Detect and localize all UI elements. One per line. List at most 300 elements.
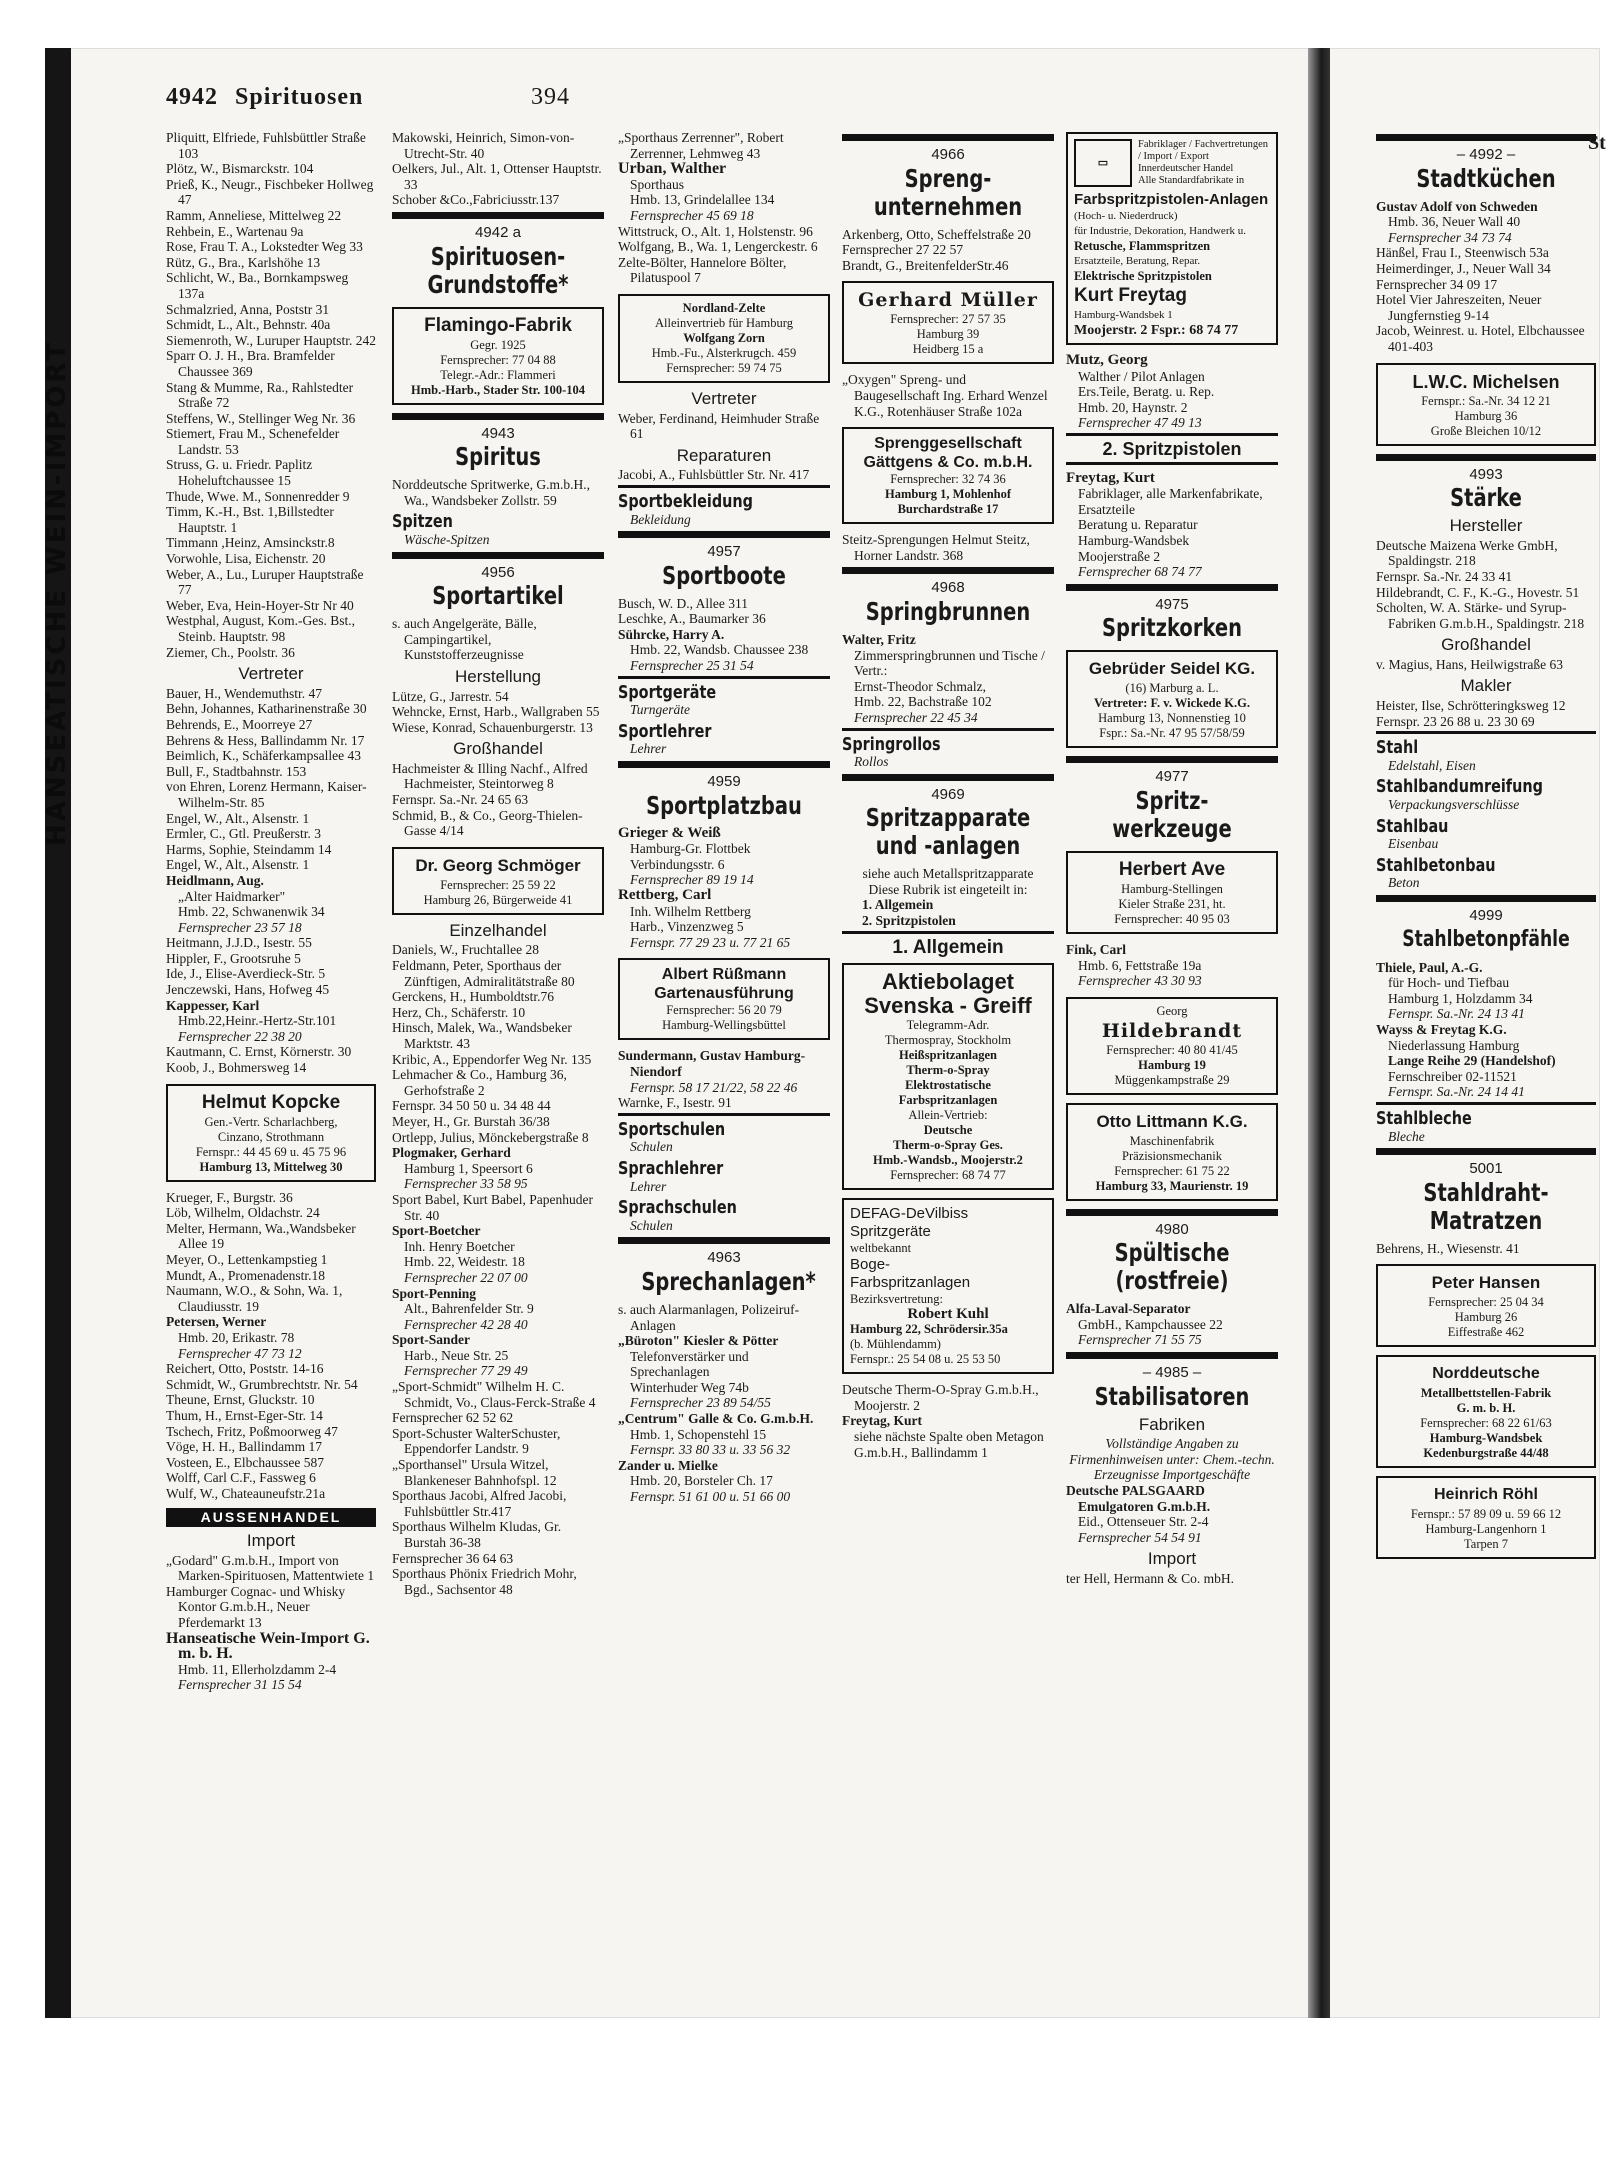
list-item: Sport Babel, Kurt Babel, Papenhuder Str. 40 [392,1191,593,1223]
list-item: Thum, H., Ernst-Eger-Str. 14 [166,1407,323,1423]
ad-title: Peter Hansen [1431,1273,1541,1293]
section-number: 4959 [707,773,741,791]
listing-line: Niederlassung Hamburg [1388,1037,1520,1053]
section-heading: Spültische (rostfreie) [1114,1238,1230,1296]
ad-line: Fernsprecher: 77 04 88 [440,352,556,367]
section-heading: Stahlbetonpfähle [1402,926,1570,952]
ad-line: Tarpen 7 [1464,1537,1508,1552]
ad-line: weltbekannt [850,1241,912,1256]
listing-freytag: Freytag, Kurt [842,1413,922,1429]
section-rule [392,212,604,219]
list-item: Sport-Schuster WalterSchuster, Eppendorfer Landstr. 9 [392,1425,561,1457]
entry-list [392,130,604,208]
heading-einzelhandel: Einzelhandel [449,920,547,940]
ad-line: Fernsprecher: 25 59 22 [440,877,556,892]
section-rule [618,485,830,488]
see-also: Beton [1388,875,1420,891]
entry-list [1376,538,1596,632]
section-number: 5001 [1469,1160,1503,1178]
section-rule [842,931,1054,934]
ad-mueller [842,281,1054,364]
listing-line: Steitz-Sprengungen Helmut Steitz, Horner Landstr. 368 [842,532,1030,563]
entry-list [618,130,830,161]
ad-ruessmann [618,958,830,1040]
section-rule [618,1113,830,1116]
section-heading: Spiritus [455,442,541,472]
list-item: Rütz, G., Bra., Karlshöhe 13 [166,254,321,270]
section-number: 4975 [1155,595,1189,613]
list-item: Schober &Co.,Fabriciusstr.137 [392,192,560,208]
section-rule [1376,454,1596,461]
list-item: Plötz, W., Bismarckstr. 104 [166,161,314,177]
listing-line: Inh. Wilhelm Rettberg [630,903,751,919]
ad-michelsen [1376,363,1596,446]
heading-hersteller: Hersteller [1449,516,1523,536]
heading-spritzpistolen: 2. Spritzpistolen [1102,438,1242,459]
listing-phone: Fernsprecher 42 28 40 [404,1316,528,1332]
listing-phone: Fernsprecher 77 29 49 [404,1363,528,1379]
section-heading: Springbrunnen [865,596,1031,626]
listing-sundermann: Sundermann, Gustav Hamburg-Niendorf [618,1048,806,1079]
listing-phone: Fernsprecher 54 54 91 [1078,1529,1202,1545]
ad-line: Allein-Vertrieb: [908,1108,988,1123]
listing-phone: Fernsprecher 23 89 54/55 [630,1395,771,1411]
see-also: Wäsche-Spitzen [404,531,490,547]
ad-line: Hmb.-Wandsb., Moojerstr.2 [873,1153,1023,1168]
entry-list [166,1361,376,1501]
entry-list [1376,245,1596,354]
section-code: 4942 [166,84,218,110]
ad-title: Helmut Kopcke [201,1091,341,1113]
list-item: Krueger, F., Burgstr. 36 [166,1189,293,1205]
ad-line: Elektrostatische [905,1078,991,1093]
ad-line: Farbspritzanlagen [850,1274,971,1292]
listing-fink: Fink, Carl [1066,941,1127,957]
ad-line: Fernsprecher: 59 74 75 [666,360,782,375]
listing-line: Moojerstraße 2 [1078,548,1161,564]
see-also: Verpackungsverschlüsse [1388,797,1520,813]
ad-line: Elektrische Spritzpistolen [1074,269,1212,283]
listing-line: Ers.Teile, Beratg. u. Rep. [1078,384,1215,400]
list-item: Reichert, Otto, Poststr. 14-16 [166,1361,324,1377]
ad-line: Fernspr.: Sa.-Nr. 34 12 21 [1421,393,1551,408]
ad-line: Hamburg 22, Schrödersir.35a [850,1322,1008,1337]
list-item: Heister, Ilse, Schrötteringksweg 12 [1376,698,1566,714]
list-item: Behrends, E., Moorreye 27 [166,716,313,732]
listing-line: Lange Reihe 29 (Handelshof) [1388,1053,1556,1069]
list-item: Gerckens, H., Humboldtstr.76 [392,989,554,1005]
list-item: Schmalzried, Anna, Poststr 31 [166,301,330,317]
heading-herstellung: Herstellung [455,666,541,686]
section-heading: Sportartikel [432,581,564,611]
ad-title: Flamingo-Fabrik [424,314,572,336]
listing-line: Norddeutsche Spritwerke, G.m.b.H., Wa., Wandsbeker Zollstr. 59 [392,477,590,508]
ad-line: Hamburg 13, Mittelweg 30 [199,1159,343,1174]
listing-rettberg: Rettberg, Carl [618,887,712,903]
ad-line: G. m. b. H. [1456,1401,1516,1416]
listing-line: Hmb. 6, Fettstraße 19a [1078,957,1202,973]
listing-line: Telefonverstärker und Sprechanlagen [630,1348,749,1380]
section-rule [1066,433,1278,436]
entry-list [842,227,1054,274]
ad-line: Hamburg 26 [1454,1310,1518,1325]
listing-boetcher: Sport-Boetcher [392,1223,481,1239]
listing-line: Hmb. 20, Erikastr. 78 [178,1329,295,1345]
list-item: „Sport-Schmidt" Wilhelm H. C. Schmidt, Vo., Claus-Ferck-Straße 4 [392,1379,596,1410]
ad-line: Gegr. 1925 [470,337,526,352]
listing-line: ter Hell, Hermann & Co. mbH. [1066,1571,1234,1586]
section-number: – 4992 – [1456,146,1516,163]
listing-wayss: Wayss & Freytag K.G. [1376,1021,1507,1037]
ad-line: Hamburg 13, Nonnenstieg 10 [1098,711,1246,726]
list-item: Weber, A., Lu., Luruper Hauptstraße 77 [166,566,364,598]
entry-list [618,596,830,627]
ad-hansen [1376,1264,1596,1347]
section-number: 4968 [931,579,965,597]
list-item: Timmann ,Heinz, Amsinckstr.8 [166,535,335,551]
list-item: Weber, Eva, Hein-Hoyer-Str Nr 40 [166,597,354,613]
listing-line: Harb., Neue Str. 25 [404,1347,509,1363]
listing-line: Verbindungsstr. 6 [630,856,725,872]
listing-plogmaker: Plogmaker, Gerhard [392,1145,511,1161]
list-item: Deutsche Maizena Werke GmbH, Spaldingstr. 218 [1376,537,1558,569]
listing-mutz: Mutz, Georg [1066,352,1148,368]
listing-phone: Fernsprecher 22 38 20 [178,1028,302,1044]
section-number: 4963 [707,1249,741,1267]
list-item: Schmidt, L., Alt., Behnstr. 40a [166,317,331,333]
entry-list [392,1192,604,1223]
entry-list [618,224,830,286]
listing-line: Fabriklager, alle Markenfabrikate, Ersatzteile [1078,486,1263,517]
listing-line: Hmb. 11, Ellerholzdamm 2-4 [178,1661,337,1677]
list-item: Behrens & Hess, Ballindamm Nr. 17 [166,732,365,748]
list-item: Wehncke, Ernst, Harb., Wallgraben 55 [392,704,600,720]
section-rule [618,676,830,679]
listing-line: Alt., Bahrenfelder Str. 9 [404,1301,534,1317]
section-number: 4969 [931,785,965,803]
list-item: Fernsprecher 36 64 63 [392,1550,514,1566]
ad-line: Hamburg-Wandsbek [1429,1431,1543,1446]
list-item: Arkenberg, Otto, Scheffelstraße 20 [842,226,1031,242]
list-item: Fernspr. 34 50 50 u. 34 48 44 [392,1098,551,1114]
list-item: Engel, W., Alt., Alsenstr. 1 [166,857,310,873]
section-heading: Stärke [1450,483,1522,513]
listing-line: Walther / Pilot Anlagen [1078,368,1205,384]
see-also: Rollos [854,754,889,770]
see-also: s. auch Angelgeräte, Bälle, Campingartikel, Kunststofferzeugnisse [392,616,537,663]
ad-line: Georg [1156,1003,1188,1018]
ad-title: Sprenggesellschaft Gättgens & Co. m.b.H. [863,435,1033,472]
section-heading: Spritzkorken [1102,613,1242,643]
heading-import: Import [246,1531,296,1551]
entry-list [1376,698,1596,729]
list-item: Stiemert, Frau M., Schenefelder Landstr. 53 [166,426,340,457]
ad-title: Hildebrandt [1101,1019,1243,1042]
column-6 [1376,130,1596,1567]
ad-line: Burchardstraße 17 [897,502,999,517]
ad-line: Telegramm-Adr. [906,1018,990,1033]
ad-line: Innerdeutscher Handel [1138,163,1234,174]
column-2 [392,130,604,1597]
ad-ave [1066,851,1278,934]
ad-line: Nordland-Zelte [682,300,766,315]
ad-line: Fernspr.: 57 89 09 u. 59 66 12 [1410,1507,1562,1522]
section-heading: Sprechanlagen* [641,1266,816,1296]
ad-line: Hamburg 1, Mohlenhof [884,487,1012,502]
page-number: 394 [531,84,570,110]
listing-suehrcke: Sührcke, Harry A. [618,626,725,642]
ad-line: Fernsprecher: 27 57 35 [890,312,1006,327]
see-also: Schulen [630,1217,673,1233]
listing-sander: Sport-Sander [392,1332,471,1348]
section-number: 4957 [707,543,741,561]
section-rule [1376,1148,1596,1155]
list-item: Meyer, O., Lettenkampstieg 1 [166,1252,328,1267]
listing-line: Beratung u. Reparatur [1078,517,1198,533]
ad-title: Gebrüder Seidel KG. [1088,659,1256,679]
ad-line: Fernsprecher: 68 22 61/63 [1420,1416,1552,1431]
ad-line: Fspr.: Sa.-Nr. 47 95 57/58/59 [1099,726,1245,741]
list-item: Kribic, A., Eppendorfer Weg Nr. 135 [392,1051,592,1067]
heading-vertreter: Vertreter [238,664,304,684]
list-item: Löb, Wilhelm, Oldachstr. 24 [166,1205,320,1221]
ad-line: Therm-o-Spray Ges. [893,1138,1003,1153]
list-item: Jacobi, A., Fuhlsbüttler Str. Nr. 417 [618,467,810,483]
listing-line: Hmb.22,Heinr.-Hertz-Str.101 [178,1013,337,1029]
heading-makler: Makler [1460,676,1512,696]
list-item: Ortlepp, Julius, Mönckebergstraße 8 [392,1129,589,1145]
list-item: Lütze, G., Jarrestr. 54 [392,688,509,704]
ad-kopcke [166,1084,376,1182]
section-rule [1376,895,1596,902]
ad-line: Alleinvertrieb für Hamburg [655,315,793,330]
ad-line: Hmb.-Fu., Alsterkrugch. 459 [651,345,797,360]
list-item: Bull, F., Stadtbahnstr. 153 [166,763,307,779]
list-item: Hippler, F., Grootsruhe 5 [166,950,301,966]
entry-list [842,897,1054,928]
ad-title: Gartenausführung [654,985,794,1003]
list-item: Stang & Mumme, Ra., Rahlstedter Straße 72 [166,379,354,411]
ad-line: Fernsprecher: 40 80 41/45 [1106,1042,1238,1057]
listing-line: „Oxygen" Spreng- und Baugesellschaft Ing. Erhard Wenzel K.G., Rotenhäuser Straße 102a [842,372,1048,419]
see-also: Turngeräte [630,702,691,718]
ad-line: Metallbettstellen-Fabrik [1420,1386,1552,1401]
ad-line: Vertreter: F. v. Wickede K.G. [1094,696,1250,711]
see-also: Edelstahl, Eisen [1388,757,1476,773]
ad-freytag [1066,132,1278,345]
list-item: v. Magius, Hans, Heilwigstraße 63 [1376,656,1563,672]
freytag-logo: ▭ [1074,139,1132,187]
ad-line: Moojerstr. 2 Fspr.: 68 74 77 [1074,323,1239,338]
list-item: Ziemer, Ch., Poolstr. 36 [166,644,295,660]
ad-line: Farbspritzanlagen [898,1093,998,1108]
page-fold-shadow [1308,48,1330,2018]
subheading: Spitzen [392,511,453,533]
column-7-cutoff [1588,130,1606,156]
list-item: Steffens, W., Stellinger Weg Nr. 36 [166,410,356,426]
listing-phone: Fernsprecher 47 73 12 [178,1345,302,1361]
section-number: 4999 [1469,907,1503,924]
subheading: Springrollos [842,733,941,755]
section-heading: Spirituosen-Grundstoffe* [427,241,569,299]
listing-line: Hmb. 22, Bachstraße 102 [854,694,992,710]
section-rule [392,552,604,559]
list-item: Fernsprecher 34 09 17 [1376,276,1498,292]
ad-line: Fernspr.: 25 54 08 u. 25 53 50 [850,1352,1001,1367]
ad-line: Boge- [850,1256,891,1274]
section-heading: Stadtküchen [1416,163,1556,193]
entry-list [392,761,604,839]
list-item: Oelkers, Jul., Alt. 1, Ottenser Hauptstr. 33 [392,161,602,192]
ad-title: Gerhard Müller [858,289,1038,312]
list-item: Naumann, W.O., & Sohn, Wa. 1, Claudiusstr. 19 [166,1283,343,1314]
see-also: Diese Rubrik ist eingeteilt in: [868,881,1028,897]
listing-line: Inh. Henry Boetcher [404,1238,515,1254]
list-item: Hotel Vier Jahreszeiten, Neuer Jungfernstieg 9-14 [1376,292,1542,323]
list-item: Ermler, C., Gtl. Preußerstr. 3 [166,826,322,842]
list-item: Schlicht, W., Ba., Bornkampsweg 137a [166,270,349,301]
ad-line: Fernsprecher: 25 04 34 [1428,1295,1544,1310]
list-item: Beimlich, K., Schäferkampsallee 43 [166,748,361,764]
section-rule [842,728,1054,731]
see-also: Lehrer [630,1178,667,1194]
listing-bueroton: „Büroton" Kiesler & Pötter [618,1333,779,1349]
listing-line: Hmb. 1, Schopenstehl 15 [630,1426,767,1442]
list-item: Behn, Johannes, Katharinenstraße 30 [166,701,367,717]
ad-seidel [1066,650,1278,748]
list-item: 1. Allgemein [862,897,934,913]
ad-line: Eiffestraße 462 [1447,1325,1525,1340]
entry-list [392,689,604,736]
subheading: Sportbekleidung [618,490,753,512]
list-item: „Sporthaus Zerrenner", Robert Zerrenner, Lehmweg 43 [618,130,784,161]
list-item: Sporthaus Wilhelm Kludas, Gr. Burstah 36-38 [392,1519,562,1550]
section-number: 4942 a [475,223,521,241]
ad-line: Retusche, Flammspritzen [1074,239,1211,253]
listing-walter: Walter, Fritz [842,631,916,647]
see-also: Vollständige Angaben zu Firmenhinweisen unter: Chem.-techn. Erzeugnisse Importgeschäfte [1069,1436,1275,1483]
spine-strip [36,340,72,1740]
ad-line: Maschinenfabrik [1129,1133,1215,1148]
subheading: Sportschulen [618,1118,726,1140]
ad-line: Fernsprecher: 68 74 77 [890,1168,1006,1183]
ad-line: Hamburg-Langenhorn 1 [1425,1522,1547,1537]
listing-line: Hmb. 20, Haynstr. 2 [1078,399,1188,415]
ad-title: Otto Littmann K.G. [1096,1111,1248,1131]
listing-line: Hmb. 20, Borsteler Ch. 17 [630,1473,773,1489]
ad-title: Farbspritzpistolen-Anlagen [1074,191,1269,208]
ad-line: Hmb.-Harb., Stader Str. 100-104 [411,382,585,397]
list-item: Sporthaus Jacobi, Alfred Jacobi, Fuhlsbüttler Str.417 [392,1488,567,1519]
section-number: – 4985 – [1142,1364,1202,1382]
listing-petersen: Petersen, Werner [166,1314,267,1330]
ad-line: Fernsprecher: 40 95 03 [1114,911,1230,926]
ad-aktiebolaget [842,963,1054,1190]
list-item: Siemenroth, W., Luruper Hauptstr. 242 [166,332,376,348]
section-title: Spirituosen [235,84,364,110]
see-also: Schulen [630,1139,673,1155]
ad-line: Müggenkampstraße 29 [1114,1072,1230,1087]
listing-phone: Fernsprecher 45 69 18 [630,207,754,223]
subheading: Stahlbau [1376,815,1449,837]
ad-line: Präzisionsmechanik [1122,1148,1222,1163]
see-also: Lehrer [630,741,667,757]
listing-phone: Fernsprecher 22 45 34 [854,709,978,725]
ad-line: Gen.-Vertr. Scharlachberg, [204,1114,338,1129]
ad-line: (16) Marburg a. L. [1125,681,1219,696]
entry-list [392,942,604,1145]
section-rule [1066,756,1278,763]
see-also: siehe auch Metallspritzapparate [862,866,1034,882]
ad-gaettgens [842,427,1054,524]
section-rule [618,1237,830,1244]
heading-fabriken: Fabriken [1138,1414,1206,1434]
list-item: Meyer, H., Gr. Burstah 36/38 [392,1113,550,1129]
ad-line: Große Bleichen 10/12 [1430,423,1542,438]
list-item: „Sporthansel" Ursula Witzel, Blankeneser Bahnhofspl. 12 [392,1457,557,1488]
ad-line: Spritzgeräte [850,1223,931,1241]
entry-list [618,467,830,483]
list-item: Prieß, K., Neugr., Fischbeker Hollweg 47 [166,176,374,208]
subheading: Stahl [1376,737,1419,759]
list-item: Engel, W., Alt., Alsenstr. 1 [166,810,310,826]
see-also: Bekleidung [630,511,691,527]
ad-line: Thermospray, Stockholm [884,1033,1012,1048]
column-3 [618,130,830,1505]
heading-grosshandel: Großhandel [453,739,543,759]
listing-phone: Fernsprecher 43 30 93 [1078,973,1202,989]
section-number: 4980 [1155,1220,1189,1238]
section-rule [618,761,830,768]
ad-line: Fabriklager / Fachvertretungen / Import / Export [1138,139,1269,162]
ad-line: (b. Mühlendamm) [850,1337,941,1352]
list-item: Ramm, Anneliese, Mittelweg 22 [166,207,342,223]
list-item: Vöge, H. H., Ballindamm 17 [166,1439,322,1455]
subheading: Stahlbleche [1376,1107,1472,1129]
section-heading: Stabilisatoren [1094,1381,1250,1411]
section-rule [1376,134,1596,141]
ad-line: Hamburg-Stellingen [1121,881,1223,896]
list-item: Ide, J., Elise-Averdieck-Str. 5 [166,966,326,982]
list-item: Kautmann, C. Ernst, Körnerstr. 30 [166,1044,352,1060]
listing-gustav: Gustav Adolf von Schweden [1376,198,1538,214]
listing-line: Eid., Ottenseuer Str. 2-4 [1078,1514,1209,1530]
ad-title: Dr. Georg Schmöger [415,855,581,875]
listing-hanseatische: Hanseatische Wein-Import G. m. b. H. [166,1629,370,1663]
ad-title: L.W.C. Michelsen [1412,371,1560,392]
list-item: Weber, Ferdinand, Heimhuder Straße 61 [618,410,820,442]
ad-title: Norddeutsche [1432,1365,1540,1383]
ad-line: Bezirksvertretung: [850,1292,944,1307]
listing-phone: Fernspr. 51 61 00 u. 51 66 00 [630,1489,791,1505]
list-item: Harms, Sophie, Steindamm 14 [166,841,332,857]
section-rule [1066,1352,1278,1359]
list-item: „Godard" G.m.b.H., Import von Marken-Spirituosen, Mattentwiete 1 [166,1552,375,1584]
subheading: Sprachschulen [618,1197,737,1219]
ad-line: Alle Standardfabrikate in [1138,175,1245,186]
section-number: 4993 [1469,465,1503,483]
subheading: Sportgeräte [618,681,717,703]
see-also: s. auch Alarmanlagen, Polizeiruf-Anlagen [618,1301,800,1333]
subheading: Stahlbetonbau [1376,854,1496,876]
listing-phone: Fernsprecher 31 15 54 [178,1677,302,1693]
list-item: Koob, J., Bohmersweg 14 [166,1060,307,1076]
listing-phone: Fernspr. Sa.-Nr. 24 13 41 [1388,1006,1525,1022]
ad-line: Hamburg-Wellingsbüttel [662,1018,786,1033]
section-heading: Spreng-unternehmen [873,163,1023,221]
listing-line: Hmb. 13, Grindelallee 134 [630,192,775,208]
ad-line: Hamburg 39 [916,327,980,342]
